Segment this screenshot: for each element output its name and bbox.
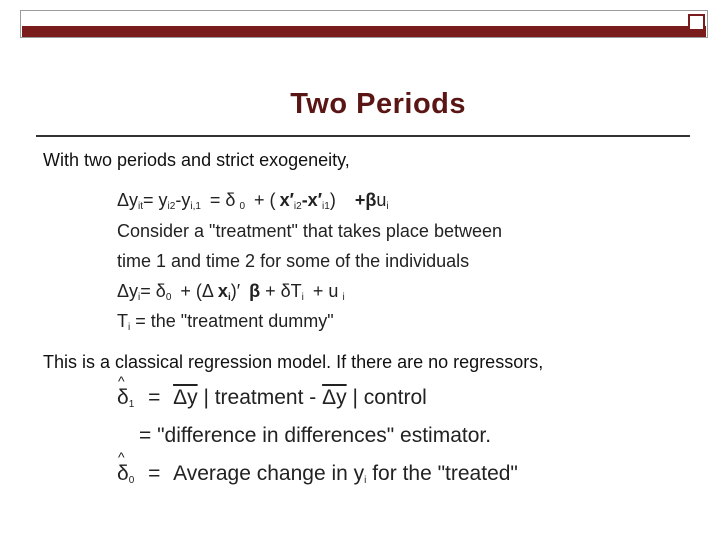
eq2-u-sub: i <box>342 292 345 303</box>
eq1-minus-x: -x′ <box>301 190 323 210</box>
eq1-minus-y: -y <box>175 190 191 210</box>
delta1-hat: ^ δ <box>117 386 129 410</box>
dummy-t-sub: i <box>128 322 131 333</box>
eq2-lhs-sub: i <box>138 292 141 303</box>
eq1-lhs-sub: it <box>138 201 144 212</box>
eq1-plus-open: + ( <box>254 190 276 210</box>
est0-eq: = <box>148 462 161 485</box>
eq1-x2-sub: i1 <box>322 201 330 212</box>
consider-line-1: Consider a "treatment" that takes place between <box>117 221 502 241</box>
classical-model-text: This is a classical regression model. If there are no regressors, <box>43 352 544 372</box>
eq1-close: ) <box>329 190 336 210</box>
eq1-x1: x′ <box>279 190 294 210</box>
eq2-plus-delta: + δT <box>265 281 302 301</box>
intro-text: With two periods and strict exogeneity, <box>43 150 350 170</box>
consider-line-2: time 1 and time 2 for some of the individuals <box>117 251 470 271</box>
eq2-delta-sub: 0 <box>165 292 172 303</box>
top-decorative-bar <box>20 10 708 38</box>
delta0-sub: 0 <box>128 475 135 486</box>
eq1-beta: +β <box>354 190 377 210</box>
eq1-u: u <box>376 190 387 210</box>
did-estimator-text: = "difference in differences" estimator. <box>139 424 492 447</box>
eq1-eq: = y <box>143 190 168 210</box>
top-bar-square-icon <box>688 14 705 31</box>
est1-dy-treat: $\overline{\Delta y}$ <box>173 386 198 409</box>
eq2-plus-u: + u <box>312 281 339 301</box>
title-rule <box>36 135 690 137</box>
est0-y-sub: i <box>364 475 367 486</box>
eq1-delta-sub: 0 <box>239 201 246 212</box>
dummy-rest: = the "treatment dummy" <box>135 311 334 331</box>
equation-first-difference <box>117 190 389 212</box>
estimator-delta1 <box>117 386 427 410</box>
eq1-equals-delta: = δ <box>209 190 236 210</box>
eq2-eq: = δ <box>140 281 166 301</box>
eq2-close: )′ <box>230 281 241 301</box>
eq2-x: x <box>217 281 228 301</box>
eq2-t-sub: i <box>301 292 304 303</box>
eq2-plus-open: + (Δ <box>180 281 214 301</box>
delta1-sub: 1 <box>128 399 135 410</box>
slide-title: Two Periods <box>290 88 466 120</box>
est1-eq: = <box>148 386 161 409</box>
delta0-hat: ^ δ <box>117 462 129 486</box>
eq1-y-sub2: i2 <box>167 201 176 212</box>
eq2-beta: β <box>249 281 261 301</box>
est1-treatment: | treatment - <box>203 386 317 409</box>
top-bar-strip <box>22 26 706 37</box>
est0-rest: for the "treated" <box>366 462 518 485</box>
eq1-y-sub1: i,1 <box>190 201 201 212</box>
eq1-u-sub: i <box>386 201 389 212</box>
est0-text: Average change in y <box>173 462 365 485</box>
eq1-x1-sub: i2 <box>293 201 302 212</box>
equation-treatment <box>117 281 345 303</box>
dummy-definition <box>117 311 334 333</box>
eq2-x-sub: i <box>227 292 231 303</box>
eq1-lhs: Δy <box>117 190 139 210</box>
eq2-lhs: Δy <box>117 281 139 301</box>
estimator-delta0 <box>117 462 518 486</box>
est1-control: | control <box>352 386 427 409</box>
est1-dy-control: $\overline{\Delta y}$ <box>322 386 347 409</box>
dummy-t: T <box>117 311 128 331</box>
